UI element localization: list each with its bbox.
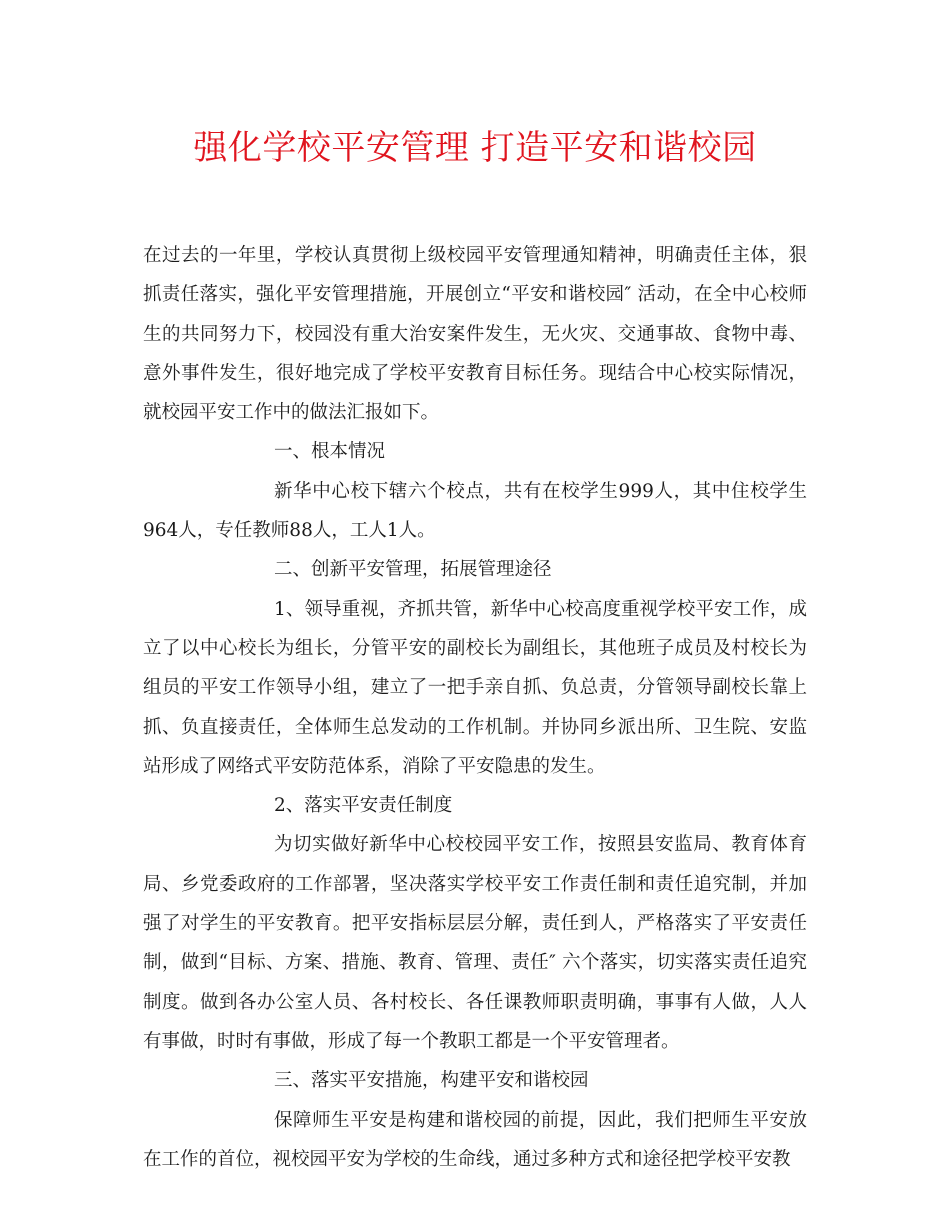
- subsection-heading-2-2: 2、落实平安责任制度: [274, 795, 453, 817]
- section-heading-3: 三、落实平安措施，构建平安和谐校园: [274, 1070, 589, 1092]
- paragraph-leadership: 1、领导重视，齐抓共管，新华中心校高度重视学校平安工作，成立了以中心校长为组长，分管平安的副校长为副组长，其他班子成员及村校长为组员的平安工作领导小组，建立了一把手亲自抓、负总责，分管领导副校长靠上抓、负直接责任，全体师生总发动的工作机制。并协同乡派出所、卫生院、安监站形成了网络式平安防范体系，消除了平安隐患的发生。: [143, 598, 807, 777]
- section-heading-1: 一、根本情况: [274, 441, 386, 463]
- section-heading-2: 二、创新平安管理，拓展管理途径: [274, 559, 552, 581]
- document-title: 强化学校平安管理 打造平安和谐校园: [193, 128, 757, 168]
- paragraph-intro: 在过去的一年里，学校认真贯彻上级校园平安管理通知精神，明确责任主体，狠抓责任落实，强化平安管理措施，开展创立“平安和谐校园″ 活动，在全中心校师生的共同努力下，校园没有重大治安案件发生，无火灾、交通事故、食物中毒、意外事件发生，很好地完成了学校平安教育目标任务。现结合中心校实际情况，就校园平安工作中的做法汇报如下。: [143, 245, 807, 424]
- paragraph-safety-measures: 保障师生平安是构建和谐校园的前提，因此，我们把师生平安放在工作的首位，视校园平安为学校的生命线，通过多种方式和途径把学校平安教: [143, 1109, 807, 1170]
- paragraph-basic-info: 新华中心校下辖六个校点，共有在校学生999人，其中住校学生964人，专任教师88人，工人1人。: [143, 480, 807, 542]
- document-body: [143, 236, 807, 1179]
- paragraph-responsibility: 为切实做好新华中心校校园平安工作，按照县安监局、教育体育局、乡党委政府的工作部署，坚决落实学校平安工作责任制和责任追究制，并加强了对学生的平安教育。把平安指标层层分解，责任到人，严格落实了平安责任制，做到“目标、方案、措施、教育、管理、责任″ 六个落实，切实落实责任追究制度。做到各办公室人员、各村校长、各任课教师职责明确，事事有人做，人人有事做，时时有事做，形成了每一个教职工都是一个平安管理者。: [143, 834, 807, 1052]
